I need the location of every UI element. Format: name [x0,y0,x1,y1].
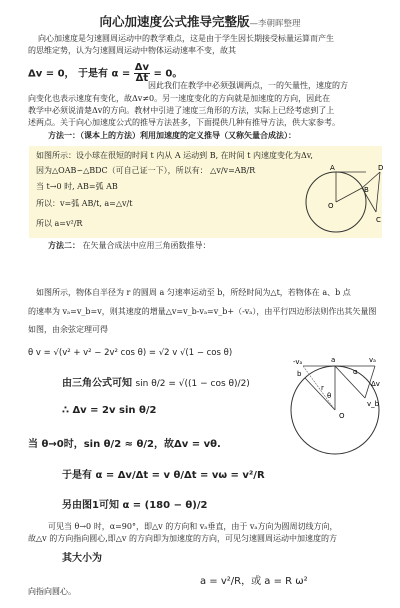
formula-then: 于是有 [78,68,109,80]
intro-side-line: 因此我们在教学中必须强调两点，一的矢量性，速度的方 [148,81,348,90]
eq2-prefix: 由三角公式可知 [62,378,132,389]
fig2-label-neg-va: -vₐ [293,358,303,366]
method1-line-2: 因为△OAB∽△BDC（可自己证一下），所以有： △v/v=AB/R [36,166,256,175]
fig2-label-dv: Δv [371,380,380,388]
intro-line-2: 的思维定势，认为匀速圆周运动中物体运动速率不变，故其 [28,46,236,55]
figure-2 [283,346,383,468]
fig2-guide [303,366,335,410]
fig1-label-o: O [328,202,334,210]
fig2-velocity-b [335,366,365,398]
fig2-label-b: b [297,370,302,378]
intro-line-4: 教学中必须说清楚Δv的方向。教材中引进了速度三角形的方法，实际上已经考虑到了上 [28,106,335,115]
intro-line-3: 向变化也表示速度有变化，故Δv≠0。另一速度变化的方向就是加速度的方向，因此在 [28,94,331,103]
derivation-eq-1: θ v = √(v² + v² − 2v² cos θ) = √2 v √(1 − cos θ) [28,348,233,358]
page-title [0,12,400,30]
method1-line-3: 当 t→0 时, AB=弧 AB [36,182,118,191]
method1-line-5: 所以 a=v²/R [36,219,83,228]
formula-denominator: Δt [135,73,149,84]
derivation-eq-3: ∴ Δv = 2v sin θ/2 [62,405,157,416]
method2-heading: 方法二： [48,241,80,250]
conclusion-size-label: 其大小为 [62,553,102,564]
fig1-label-d: D [378,164,384,172]
method2-para-3: 如图，由余弦定理可得 [28,325,108,334]
derivation-eq-5: 于是有 α = Δv/Δt = v θ/Δt = vω = v²/R [62,470,265,481]
method2-para-1: 如图所示，物体自半径为 r 的圆周 a 匀速率运动至 b，所经时间为△t，若物体在 a、b 点 [36,288,351,297]
method1-line-4: 所以：v=弧 AB/t, a=△v/t [36,199,133,208]
formula-end: = 0。 [153,68,183,80]
fig2-label-va: vₐ [369,356,376,364]
intro-line-1: 向心加速度是匀速圆周运动中的教学难点，这是由于学生因长期接受标量运算而产生 [38,34,334,43]
eq2-body: sin θ/2 = √((1 − cos θ)/2) [135,379,250,389]
conclusion-line-1: 可见当 θ→0 时，α=90°，即△v 的方向和 vₐ垂直，由于 vₐ方向为圆周切线方向， [48,522,338,531]
derivation-eq-4: 当 θ→0时，sin θ/2 ≈ θ/2，故Δv = vθ. [28,439,221,450]
author-text: —李朝晖整理 [249,19,301,29]
method1-line-1: 如图所示：设小球在很短的时间 t 内从 A 运动到 B, 在时间 t 内速度变化为Δv, [36,151,313,160]
fig1-label-c: C [376,216,381,224]
fig2-label-r: r [321,384,324,392]
formula-a: α = [111,68,131,80]
figure-1 [300,158,384,238]
intro-line-5: 述两点。关于向心加速度公式的推导方法甚多，下面提供几种有推导方法，供大家参考。 [28,118,340,127]
conclusion-line-3: 向指向圆心。 [28,587,76,596]
final-formula: a = v²/R，或 a = R ω² [200,576,308,587]
method2-para-2: 的速率为 vₐ=v_b=v，则其速度的增量△v=v_b-vₐ=v_b+（-vₐ），由平行四边形法则作出其矢量图 [28,307,377,316]
fig1-delta-v [376,172,380,212]
title-text: 向心加速度公式推导完整版 [99,14,250,29]
method1-heading: 方法一：（课本上的方法）利用加速度的定义推导（又称矢量合成法）： [48,131,296,140]
fig2-label-theta: θ [327,392,332,400]
fig2-label-alpha: α [353,368,358,376]
derivation-eq-6: 另由图1可知 α = (180 − θ)/2 [62,500,208,511]
fig1-label-b: B [364,186,369,194]
conclusion-line-2: 故△v 的方向指向圆心,即△v 的方向即为加速度的方向，可见匀速圆周运动中加速度的方 [28,534,337,543]
fig2-label-a: a [331,356,336,364]
method2-heading-rest: 在矢量合成法中应用三角函数推导： [82,241,211,250]
derivation-eq-2 [62,374,250,389]
formula-numerator: Δv [134,62,150,73]
fig2-label-vb: v_b [367,400,380,408]
fig1-radius-b [336,188,362,202]
fig2-label-o: O [339,412,345,420]
fig1-label-a: A [330,164,335,172]
formula-dv: Δv = 0， [28,68,75,80]
method2-heading-line [48,240,211,251]
